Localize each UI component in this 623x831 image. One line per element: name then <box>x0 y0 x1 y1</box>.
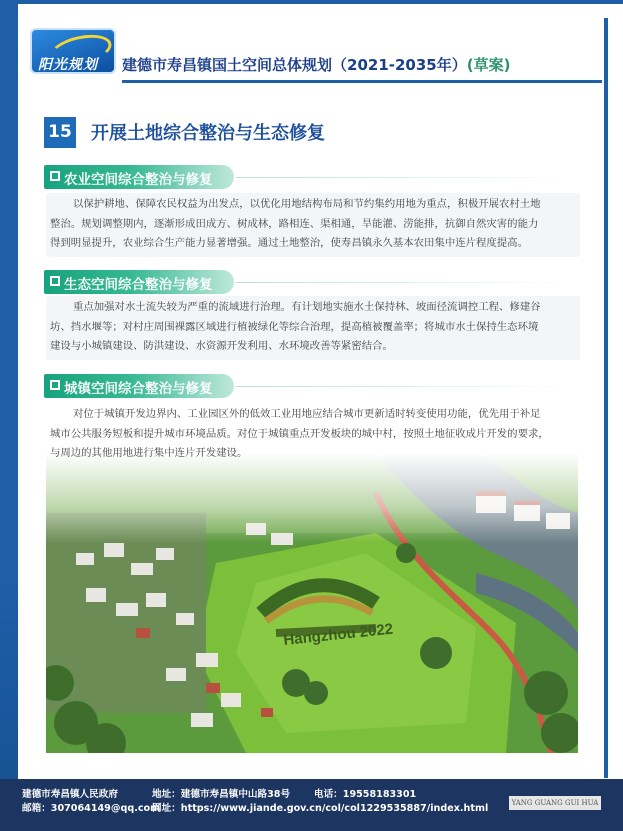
left-rail <box>0 0 18 831</box>
sunshine-planning-logo <box>30 28 116 74</box>
paragraph-urban <box>50 405 578 464</box>
header-underline <box>122 80 602 83</box>
subsection-divider <box>236 386 576 387</box>
footer-website[interactable]: 网址：https://www.jiande.gov.cn/col/col1229535887/index.html <box>152 803 489 814</box>
paragraph-line: 以保护耕地、保障农民权益为出发点，以优化用地结构布局和节约集约用地为重点，积极开展农村土地 <box>73 198 541 210</box>
aerial-farmland-illustration <box>46 453 578 753</box>
paragraph-line: 城市公共服务短板和提升城市环境品质。对位于城镇重点开发板块的城中村，按照土地征收成片开发的要求， <box>50 427 549 440</box>
paragraph-line: 建设与小城镇建设、防洪建设、水资源开发利用、水环境改善等紧密结合。 <box>50 340 393 352</box>
subsection-heading-urban <box>44 374 234 398</box>
section-title: 开展土地综合整治与生态修复 <box>91 123 325 144</box>
subsection-heading-ecology <box>44 270 234 294</box>
top-rule <box>0 0 623 4</box>
footer-phone: 电话：19558183301 <box>314 789 417 800</box>
right-rail <box>604 18 608 778</box>
footer-address: 地址：建德市寿昌镇中山路38号 <box>152 789 291 800</box>
document-title-main: 建德市寿昌镇国土空间总体规划（2021-2035年） <box>122 56 467 74</box>
subsection-heading-label: 生态空间综合整治与修复 <box>64 277 213 293</box>
paragraph-line: 整治。规划调整期内，逐渐形成田成方、树成林，路相连、渠相通，旱能灌、涝能排，抗御自然灾害的能力 <box>50 217 539 230</box>
aerial-farmland-photo <box>46 453 578 753</box>
square-bullet-icon <box>50 276 60 286</box>
paragraph-line: 对位于城镇开发边界内、工业园区外的低效工业用地应结合城市更新适时转变使用功能，优先用于补足 <box>73 408 541 420</box>
paragraph-line: 与周边的其他用地进行集中连片开发建设。 <box>50 447 248 459</box>
square-bullet-icon <box>50 380 60 390</box>
section-number: 15 <box>44 117 76 148</box>
footer-org: 建德市寿昌镇人民政府 <box>22 789 118 800</box>
subsection-divider <box>236 282 576 283</box>
footer-email: 邮箱：307064149@qq.com <box>22 803 161 814</box>
subsection-divider <box>236 177 576 178</box>
subsection-heading-agriculture <box>44 165 234 189</box>
subsection-heading-label: 城镇空间综合整治与修复 <box>64 381 213 397</box>
logo-text: 阳光规划 <box>38 57 98 73</box>
subsection-heading-label: 农业空间综合整治与修复 <box>64 172 213 188</box>
document-title <box>122 54 510 75</box>
paragraph-line: 重点加强对水土流失较为严重的流域进行治理。有计划地实施水土保持林、坡面径流调控工程、修建谷 <box>73 301 541 313</box>
document-title-draft-tag: (草案) <box>466 56 511 74</box>
paragraph-line: 得到明显提升，农业综合生产能力显著增强。通过土地整治，使寿昌镇永久基本农田集中连片程度提高。 <box>50 237 528 249</box>
paragraph-ecology <box>50 298 578 357</box>
footer-brand-mark: YANG GUANG GUI HUA <box>509 796 601 810</box>
paragraph-line: 坊、挡水堰等；对村庄周围裸露区域进行植被绿化等综合治理，提高植被覆盖率；将城市水土保持生态环境 <box>50 320 539 333</box>
paragraph-agriculture <box>50 195 578 254</box>
square-bullet-icon <box>50 171 60 181</box>
